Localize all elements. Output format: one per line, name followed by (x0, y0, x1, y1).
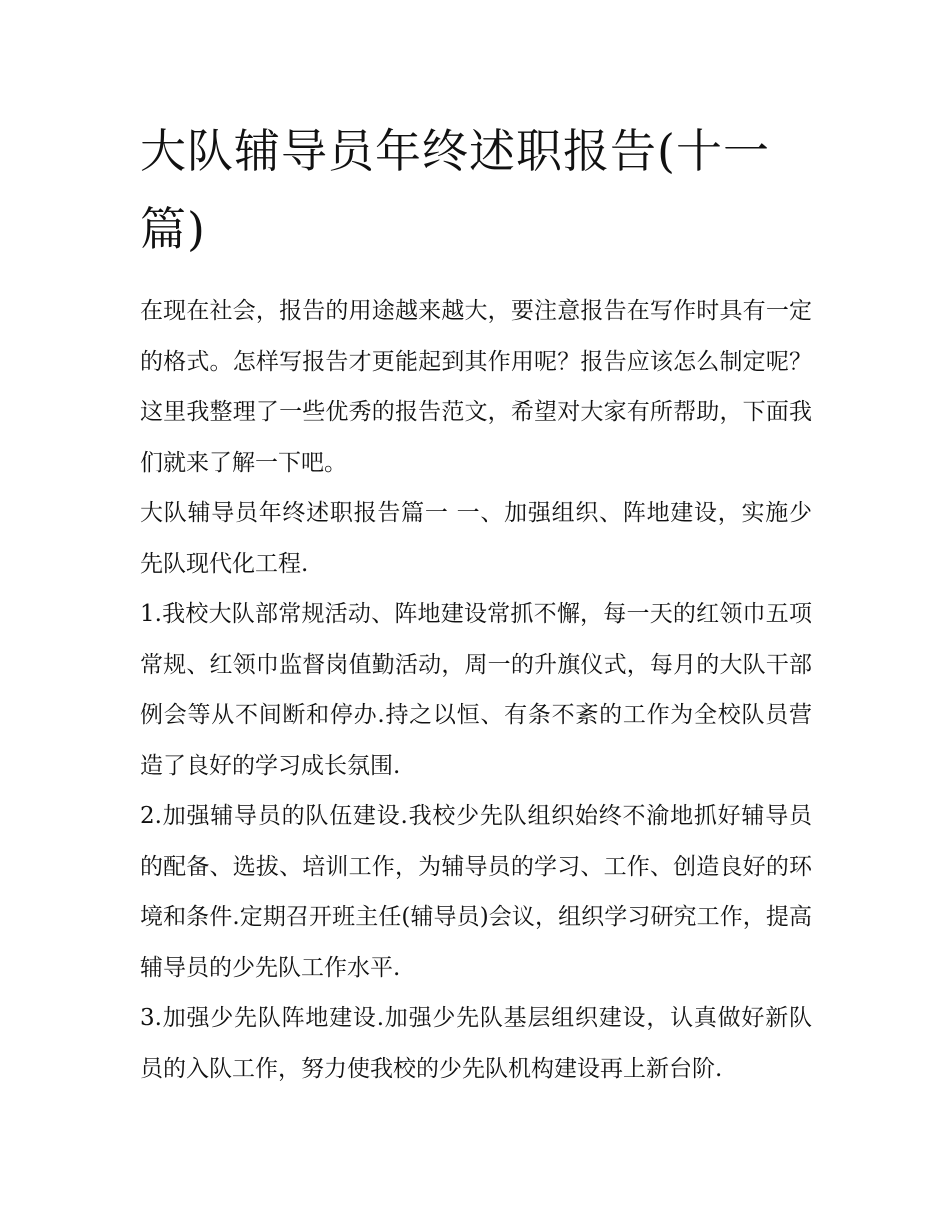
item-1-paragraph: 1.我校大队部常规活动、阵地建设常抓不懈，每一天的红领巾五项常规、红领巾监督岗值勤活动，周一的升旗仪式，每月的大队干部例会等从不间断和停办.持之以恒、有条不紊的工作为全校队员营造了良好的学习成长氛围. (140, 601, 812, 779)
intro-paragraph: 在现在社会，报告的用途越来越大，要注意报告在写作时具有一定的格式。怎样写报告才更能起到其作用呢？报告应该怎么制定呢？这里我整理了一些优秀的报告范文，希望对大家有所帮助，下面我们就来了解一下吧。 (140, 298, 812, 476)
section-heading-paragraph: 大队辅导员年终述职报告篇一 一、加强组织、阵地建设，实施少先队现代化工程. (140, 500, 812, 577)
item-3-paragraph: 3.加强少先队阵地建设.加强少先队基层组织建设，认真做好新队员的入队工作，努力使我校的少先队机构建设再上新台阶. (140, 1005, 812, 1082)
document-title: 大队辅导员年终述职报告(十一篇) (140, 124, 770, 256)
item-2-paragraph: 2.加强辅导员的队伍建设.我校少先队组织始终不渝地抓好辅导员的配备、选拔、培训工作，为辅导员的学习、工作、创造良好的环境和条件.定期召开班主任(辅导员)会议，组织学习研究工作，提高辅导员的少先队工作水平. (140, 803, 812, 981)
document-body (140, 112, 812, 1094)
